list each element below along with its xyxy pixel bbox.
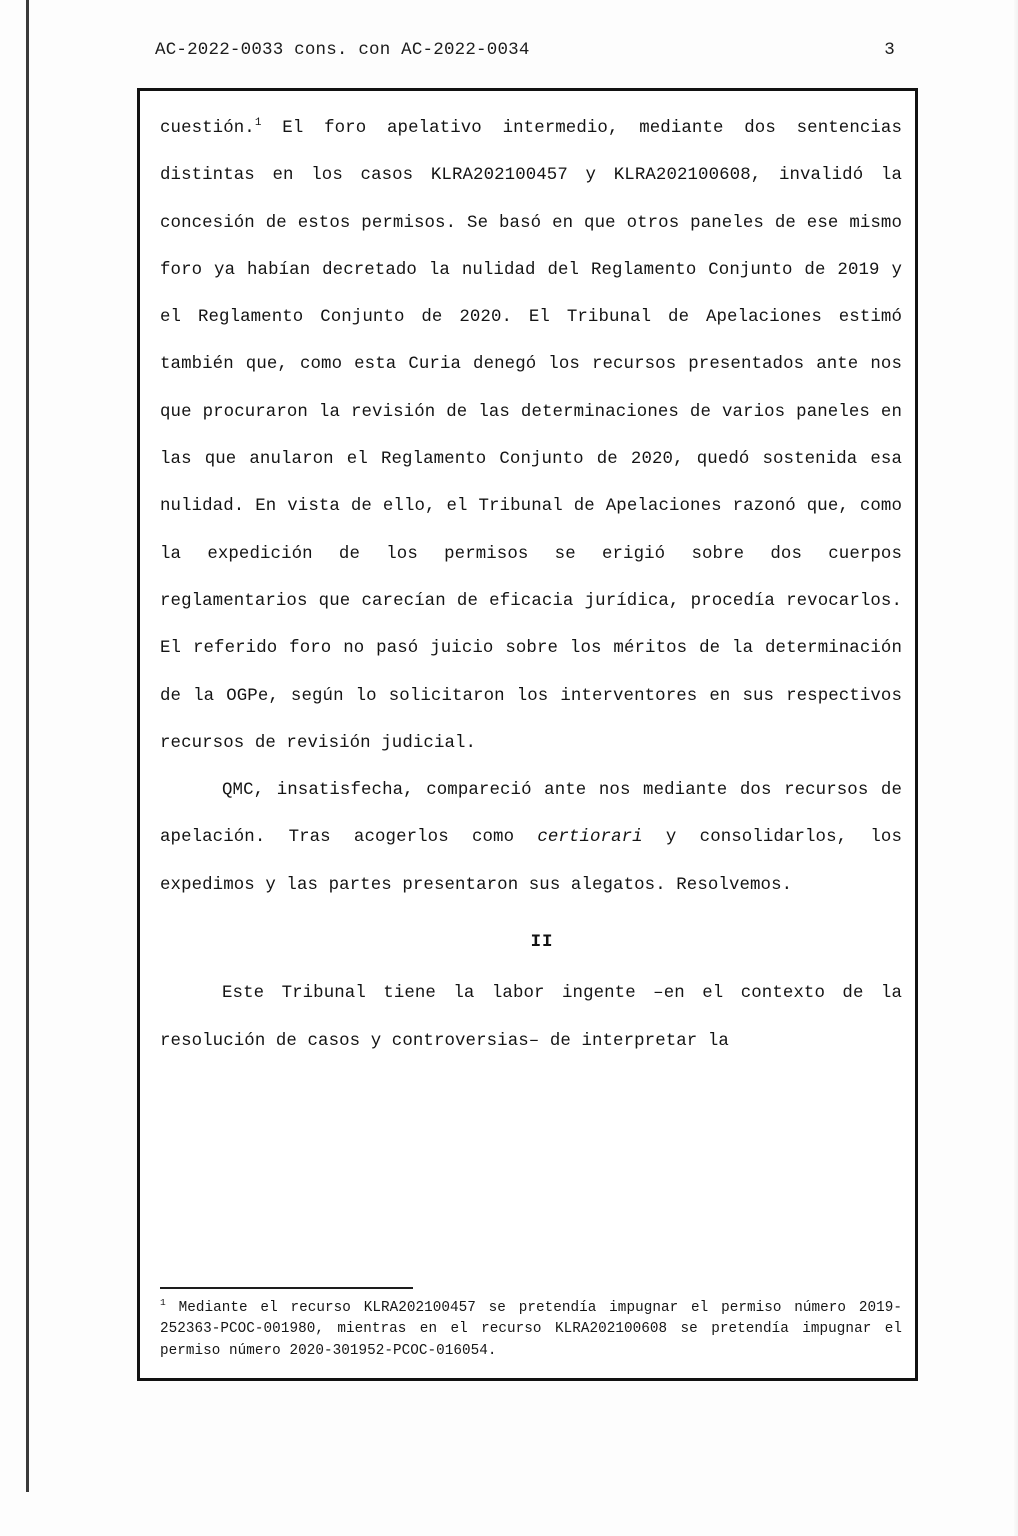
paragraph-qmc: QMC, insatisfecha, compareció ante nos mediante dos recursos de apelación. Tras acogerlos como certiorari y consolidarlos, los expedimos y las partes presentaron sus alegatos. Resolvemos. — [160, 781, 902, 895]
header-case-number: AC-2022-0033 cons. con AC-2022-0034 — [155, 40, 530, 60]
footnote-text: Mediante el recurso KLRA202100457 se pretendía impugnar el permiso número 2019-252363-PCOC-001980, mientras en el recurso KLRA202100608 se pretendía impugnar el permiso número 2020-301952-PCOC-016054. — [160, 1299, 902, 1359]
section-heading-two: II — [530, 933, 554, 953]
scan-artifact-line — [26, 0, 29, 1492]
italic-term: certiorari — [537, 828, 643, 848]
footnote-1 — [160, 1298, 902, 1363]
scan-edge-right — [1014, 0, 1018, 1536]
paragraph-continuation: cuestión.$^1$ El foro apelativo intermedio, mediante dos sentencias distintas en los casos KLRA202100457 y KLRA202100608, invalidó la concesión de estos permisos. Se basó en que otros paneles de ese mismo foro ya habían decretado la nulidad del Reglamento Conjunto de 2019 y el Reglamento Conjunto de 2020. El Tribunal de Apelaciones estimó también que, como esta Curia denegó los recursos presentados ante nos que procuraron la revisión de las determinaciones de varios paneles en las que anularon el Reglamento Conjunto de 2020, quedó sostenida esa nulidad. En vista de ello, el Tribunal de Apelaciones razonó que, como la expedición de los permisos se erigió sobre dos cuerpos reglamentarios que carecían de eficacia jurídica, procedía revocarlos. El referido foro no pasó juicio sobre los méritos de la determinación de la OGPe, según lo solicitaron los interventores en sus respectivos recursos de revisión judicial. — [160, 117, 902, 753]
footnote-block — [160, 1287, 902, 1363]
footnote-reference-marker: 1 — [254, 117, 262, 130]
running-head — [155, 40, 895, 60]
paragraph-section-two-opening: Este Tribunal tiene la labor ingente –en el contexto de la resolución de casos y controversias– de interpretar la — [160, 984, 902, 1051]
body-text-area — [160, 105, 902, 1065]
footnote-marker: 1 — [160, 1296, 166, 1308]
content-frame — [137, 88, 918, 1381]
page-number: 3 — [884, 40, 895, 60]
footnote-separator-rule — [160, 1287, 413, 1289]
